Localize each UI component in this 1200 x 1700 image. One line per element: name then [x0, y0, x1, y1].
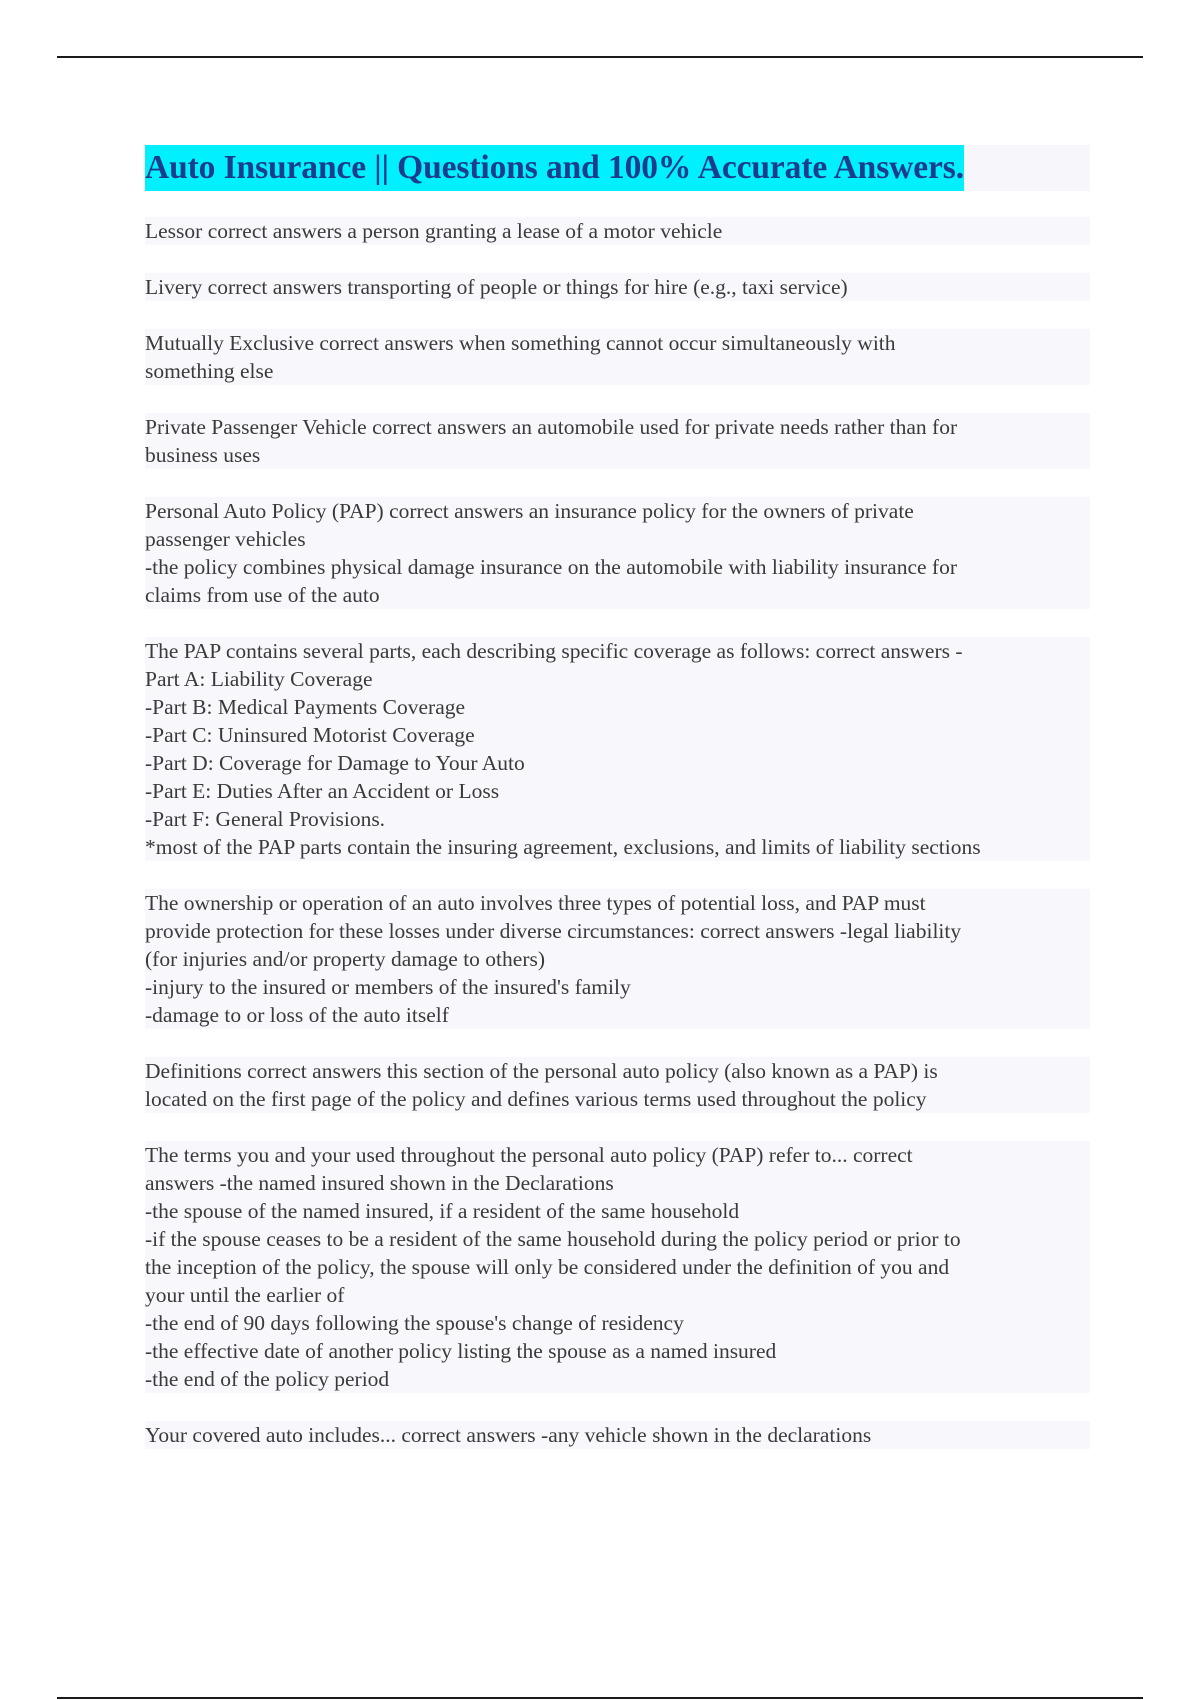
qa-entry-line: -the end of 90 days following the spouse's change of residency [145, 1309, 1090, 1337]
qa-entry-line: (for injuries and/or property damage to others) [145, 945, 1090, 973]
qa-entry-line: The terms you and your used throughout the personal auto policy (PAP) refer to... correct [145, 1141, 1090, 1169]
qa-entry-line: -Part D: Coverage for Damage to Your Auto [145, 749, 1090, 777]
qa-entry-line: The ownership or operation of an auto involves three types of potential loss, and PAP must [145, 889, 1090, 917]
qa-entry-line: provide protection for these losses under diverse circumstances: correct answers -legal liability [145, 917, 1090, 945]
qa-entry-line: passenger vehicles [145, 525, 1090, 553]
document-body [145, 145, 1090, 1477]
qa-entry [145, 273, 1090, 301]
qa-entry [145, 217, 1090, 245]
qa-entry [145, 1141, 1090, 1393]
qa-entry-line: -the end of the policy period [145, 1365, 1090, 1393]
qa-entry-line: Definitions correct answers this section of the personal auto policy (also known as a PAP) is [145, 1057, 1090, 1085]
qa-entry-line: -Part E: Duties After an Accident or Loss [145, 777, 1090, 805]
qa-entry-line: business uses [145, 441, 1090, 469]
qa-entry-line: claims from use of the auto [145, 581, 1090, 609]
qa-entry-line: -damage to or loss of the auto itself [145, 1001, 1090, 1029]
qa-entry-line: The PAP contains several parts, each describing specific coverage as follows: correct answers - [145, 637, 1090, 665]
qa-entry-line: answers -the named insured shown in the Declarations [145, 1169, 1090, 1197]
qa-entry [145, 1057, 1090, 1113]
qa-entry [145, 637, 1090, 861]
qa-entry-line: Mutually Exclusive correct answers when something cannot occur simultaneously with [145, 329, 1090, 357]
qa-entry-line: -the spouse of the named insured, if a resident of the same household [145, 1197, 1090, 1225]
qa-entry-line: Private Passenger Vehicle correct answers an automobile used for private needs rather than for [145, 413, 1090, 441]
document-title: Auto Insurance || Questions and 100% Accurate Answers. [145, 145, 964, 191]
bottom-rule [57, 1697, 1143, 1699]
qa-entry [145, 889, 1090, 1029]
qa-entry-line: Your covered auto includes... correct answers -any vehicle shown in the declarations [145, 1421, 1090, 1449]
qa-entry-line: -the effective date of another policy listing the spouse as a named insured [145, 1337, 1090, 1365]
qa-entry-line: -Part B: Medical Payments Coverage [145, 693, 1090, 721]
qa-entry [145, 413, 1090, 469]
qa-entry-line: -the policy combines physical damage insurance on the automobile with liability insurance for [145, 553, 1090, 581]
qa-entry-line: something else [145, 357, 1090, 385]
qa-entry [145, 497, 1090, 609]
qa-entry-line: your until the earlier of [145, 1281, 1090, 1309]
qa-entry-line: the inception of the policy, the spouse will only be considered under the definition of you and [145, 1253, 1090, 1281]
qa-entry [145, 329, 1090, 385]
qa-entry-line: located on the first page of the policy and defines various terms used throughout the policy [145, 1085, 1090, 1113]
qa-entry-line: Livery correct answers transporting of people or things for hire (e.g., taxi service) [145, 273, 1090, 301]
qa-entry-line: -if the spouse ceases to be a resident of the same household during the policy period or prior to [145, 1225, 1090, 1253]
qa-entry-line: -Part C: Uninsured Motorist Coverage [145, 721, 1090, 749]
qa-list [145, 217, 1090, 1449]
qa-entry-line: *most of the PAP parts contain the insuring agreement, exclusions, and limits of liability sections [145, 833, 1090, 861]
qa-entry-line: Part A: Liability Coverage [145, 665, 1090, 693]
qa-entry-line: Personal Auto Policy (PAP) correct answers an insurance policy for the owners of private [145, 497, 1090, 525]
qa-entry-line: -Part F: General Provisions. [145, 805, 1090, 833]
qa-entry [145, 1421, 1090, 1449]
qa-entry-line: -injury to the insured or members of the insured's family [145, 973, 1090, 1001]
qa-entry-line: Lessor correct answers a person granting a lease of a motor vehicle [145, 217, 1090, 245]
title-block [145, 145, 1090, 191]
top-rule [57, 56, 1143, 58]
